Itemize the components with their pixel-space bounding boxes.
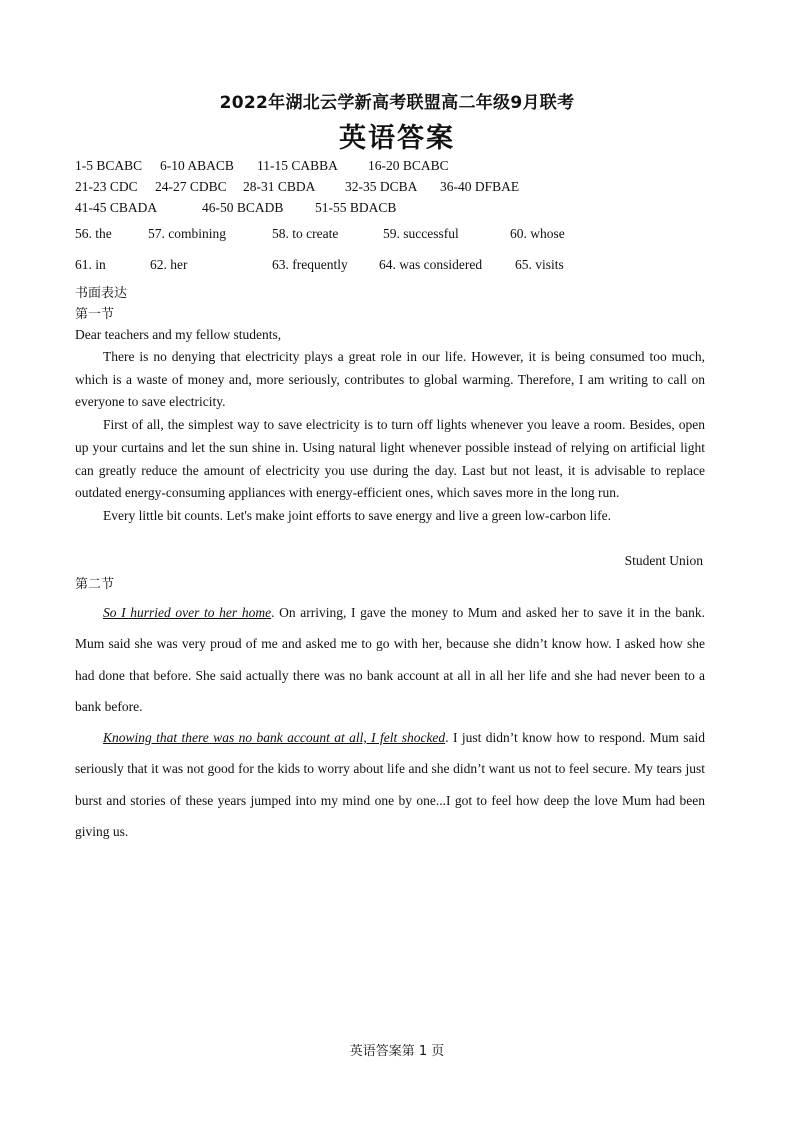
answer-item: 64. was considered <box>379 257 483 272</box>
answer-group: 46-50 BCADB <box>202 200 284 215</box>
answer-group: 32-35 DCBA <box>345 179 418 194</box>
continuation-paragraph-2 <box>75 722 705 847</box>
answer-group: 21-23 CDC <box>75 179 138 194</box>
answer-item: 58. to create <box>272 226 339 241</box>
answer-group: 11-15 CABBA <box>257 158 338 173</box>
page-footer: 英语答案第 1 页 <box>349 1044 445 1059</box>
answer-group: 16-20 BCABC <box>368 158 449 173</box>
letter-signature: Student Union <box>624 553 703 568</box>
subject-title: 英语答案 <box>339 123 455 154</box>
letter-paragraph: Every little bit counts. Let's make joint efforts to save energy and live a green low-carbon life. <box>103 507 612 523</box>
answer-item: 62. her <box>150 257 188 272</box>
continuation-lead-sentence: Knowing that there was no bank account at all, I felt shocked <box>103 730 446 745</box>
writing-section-label: 书面表达 <box>75 286 128 301</box>
answer-item: 63. frequently <box>272 257 348 272</box>
exam-title: 2022年湖北云学新高考联盟高二年级9月联考 <box>219 93 575 113</box>
answer-item: 65. visits <box>515 257 564 272</box>
answer-group: 28-31 CBDA <box>243 179 316 194</box>
part2-label: 第二节 <box>75 577 115 592</box>
continuation-text: . On arriving, I gave the money to Mum and asked her to save it in the bank. Mum said she was very proud of me and asked me to go with her, because she didn’t know how. I asked how she had done that before. She said actually there was no bank account at all in all her life and she had never been to a bank before. <box>75 605 705 714</box>
part1-label: 第一节 <box>75 307 115 322</box>
answer-group: 41-45 CBADA <box>75 200 158 215</box>
answer-item: 57. combining <box>148 226 226 241</box>
continuation-paragraph-1 <box>75 597 705 722</box>
continuation-lead-sentence: So I hurried over to her home <box>103 605 272 620</box>
answer-group: 24-27 CDBC <box>155 179 227 194</box>
answer-group: 51-55 BDACB <box>315 200 397 215</box>
answer-item: 56. the <box>75 226 112 241</box>
letter-greeting: Dear teachers and my fellow students, <box>75 327 282 342</box>
letter-paragraph: There is no denying that electricity plays a great role in our life. However, it is being consumed too much, which is a waste of money and, more seriously, contributes to global warming. Therefore, I am writing to call on everyone to save electricity. <box>75 349 705 410</box>
answer-item: 59. successful <box>383 226 459 241</box>
answer-group: 1-5 BCABC <box>75 158 143 173</box>
letter-body <box>75 346 705 528</box>
answer-group: 36-40 DFBAE <box>440 179 520 194</box>
answer-item: 61. in <box>75 257 106 272</box>
answer-group: 6-10 ABACB <box>160 158 234 173</box>
answer-item: 60. whose <box>510 226 565 241</box>
continuation-text: . I just didn’t know how to respond. Mum said seriously that it was not good for the kids to worry about life and she didn’t want us not to feel secure. My tears just burst and stories of these years jumped into my mind one by one...I got to feel how deep the love Mum had been giving us. <box>75 730 705 839</box>
letter-paragraph: First of all, the simplest way to save electricity is to turn off lights whenever you leave a room. Besides, open up your curtains and let the sun shine in. Using natural light whenever possible instead of relying on artificial light can greatly reduce the amount of electricity you use during the day. Last but not least, it is advisable to replace outdated energy-consuming appliances with energy-efficient ones, which saves more in the long run. <box>75 417 705 501</box>
